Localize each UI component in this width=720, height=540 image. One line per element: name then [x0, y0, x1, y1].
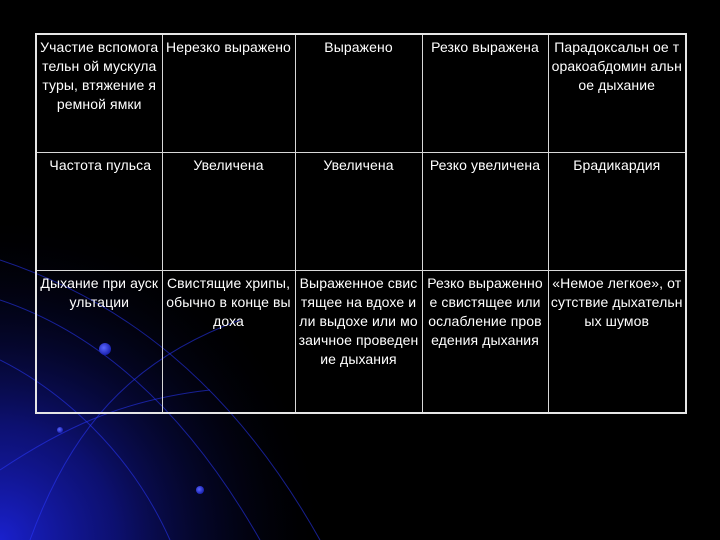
decor-dot [196, 486, 204, 494]
table-cell: Увеличена [162, 152, 295, 270]
decor-dot [57, 427, 63, 433]
table-cell: Участие вспомогательн ой мускулатуры, втяжение яремной ямки [36, 34, 162, 152]
table-row [36, 34, 686, 152]
table-cell: Дыхание при аускультации [36, 270, 162, 413]
table-cell: Резко выраженное свистящее или ослабление проведения дыхания [422, 270, 548, 413]
table-cell: Резко выражена [422, 34, 548, 152]
table-row [36, 152, 686, 270]
table-cell: Выражено [295, 34, 422, 152]
table-cell: «Немое легкое», отсутствие дыхательных шумов [548, 270, 686, 413]
table-cell: Парадоксальн ое торакоабдомин альное дыхание [548, 34, 686, 152]
table-cell: Увеличена [295, 152, 422, 270]
table-cell: Нерезко выражено [162, 34, 295, 152]
comparison-table [35, 33, 685, 414]
table-cell: Выраженное свистящее на вдохе или выдохе или мозаичное проведение дыхания [295, 270, 422, 413]
table-row [36, 270, 686, 413]
table-cell: Резко увеличена [422, 152, 548, 270]
table-cell: Брадикардия [548, 152, 686, 270]
table-cell: Свистящие хрипы, обычно в конце выдоха [162, 270, 295, 413]
table-cell: Частота пульса [36, 152, 162, 270]
